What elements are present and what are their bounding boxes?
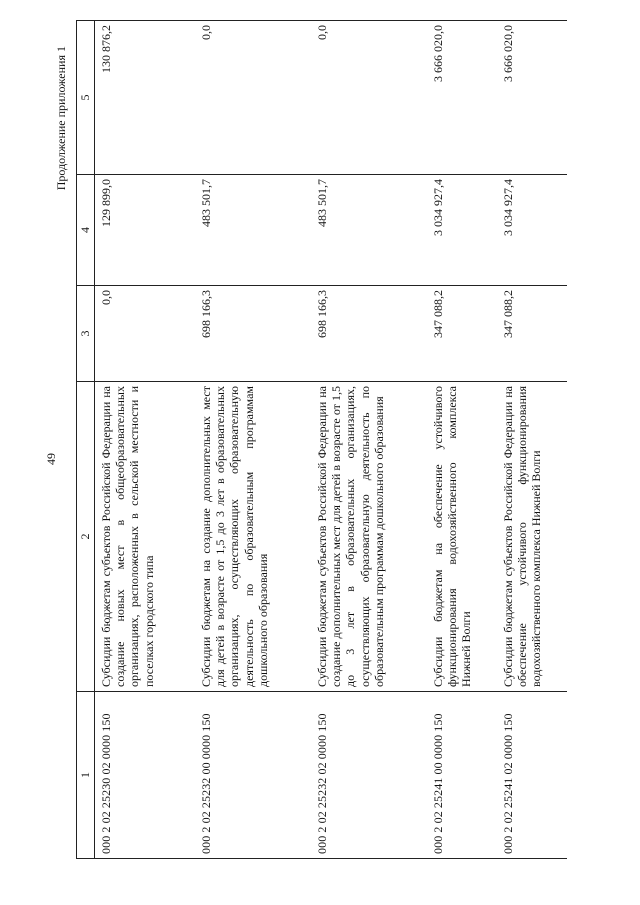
value-col-5: 0,0 <box>311 21 427 175</box>
value-col-4: 3 034 927,4 <box>427 175 497 286</box>
column-header-4: 4 <box>77 175 95 286</box>
budget-code: 000 2 02 25241 00 0000 150 <box>427 692 497 859</box>
table-row <box>195 21 311 859</box>
budget-item-name: Субсидии бюджетам субъектов Российской Федерации на создание новых мест в общеобразовательных организациях, расположенных в сельской местности и поселках городского типа <box>95 382 196 692</box>
value-col-5: 130 876,2 <box>95 21 196 175</box>
table-header-row <box>77 21 95 859</box>
table-row <box>311 21 427 859</box>
value-col-4: 129 899,0 <box>95 175 196 286</box>
value-col-3: 0,0 <box>95 286 196 382</box>
budget-code: 000 2 02 25232 02 0000 150 <box>311 692 427 859</box>
column-header-3: 3 <box>77 286 95 382</box>
budget-item-name: Субсидии бюджетам субъектов Российской Федерации на обеспечение устойчивого функционирования водохозяйственного комплекса Нижней Волги <box>497 382 567 692</box>
budget-item-name: Субсидии бюджетам на создание дополнительных мест для детей в возрасте от 1,5 до 3 лет в образовательных организациях, осуществляющих образовательную деятельность по образовательным программам дошкольного образования <box>195 382 311 692</box>
budget-table <box>76 20 567 859</box>
table-row <box>497 21 567 859</box>
value-col-3: 347 088,2 <box>427 286 497 382</box>
table-row <box>95 21 196 859</box>
value-col-4: 3 034 927,4 <box>497 175 567 286</box>
value-col-4: 483 501,7 <box>311 175 427 286</box>
value-col-5: 3 666 020,0 <box>497 21 567 175</box>
table-row <box>427 21 497 859</box>
column-header-2: 2 <box>77 382 95 692</box>
budget-code: 000 2 02 25241 02 0000 150 <box>497 692 567 859</box>
column-header-1: 1 <box>77 692 95 859</box>
value-col-3: 698 166,3 <box>311 286 427 382</box>
value-col-5: 0,0 <box>195 21 311 175</box>
value-col-4: 483 501,7 <box>195 175 311 286</box>
column-header-5: 5 <box>77 21 95 175</box>
budget-code: 000 2 02 25232 00 0000 150 <box>195 692 311 859</box>
budget-item-name: Субсидии бюджетам субъектов Российской Федерации на создание дополнительных мест для детей в возрасте от 1,5 до 3 лет в образовательных организациях, осуществляющих образовательную деятельность по образовательным программам дошкольного образования <box>311 382 427 692</box>
value-col-5: 3 666 020,0 <box>427 21 497 175</box>
value-col-3: 698 166,3 <box>195 286 311 382</box>
value-col-3: 347 088,2 <box>497 286 567 382</box>
continuation-title: Продолжение приложения 1 <box>54 46 68 191</box>
page-number: 49 <box>44 453 58 465</box>
budget-item-name: Субсидии бюджетам на обеспечение устойчивого функционирования водохозяйственного комплекса Нижней Волги <box>427 382 497 692</box>
budget-code: 000 2 02 25230 02 0000 150 <box>95 692 196 859</box>
